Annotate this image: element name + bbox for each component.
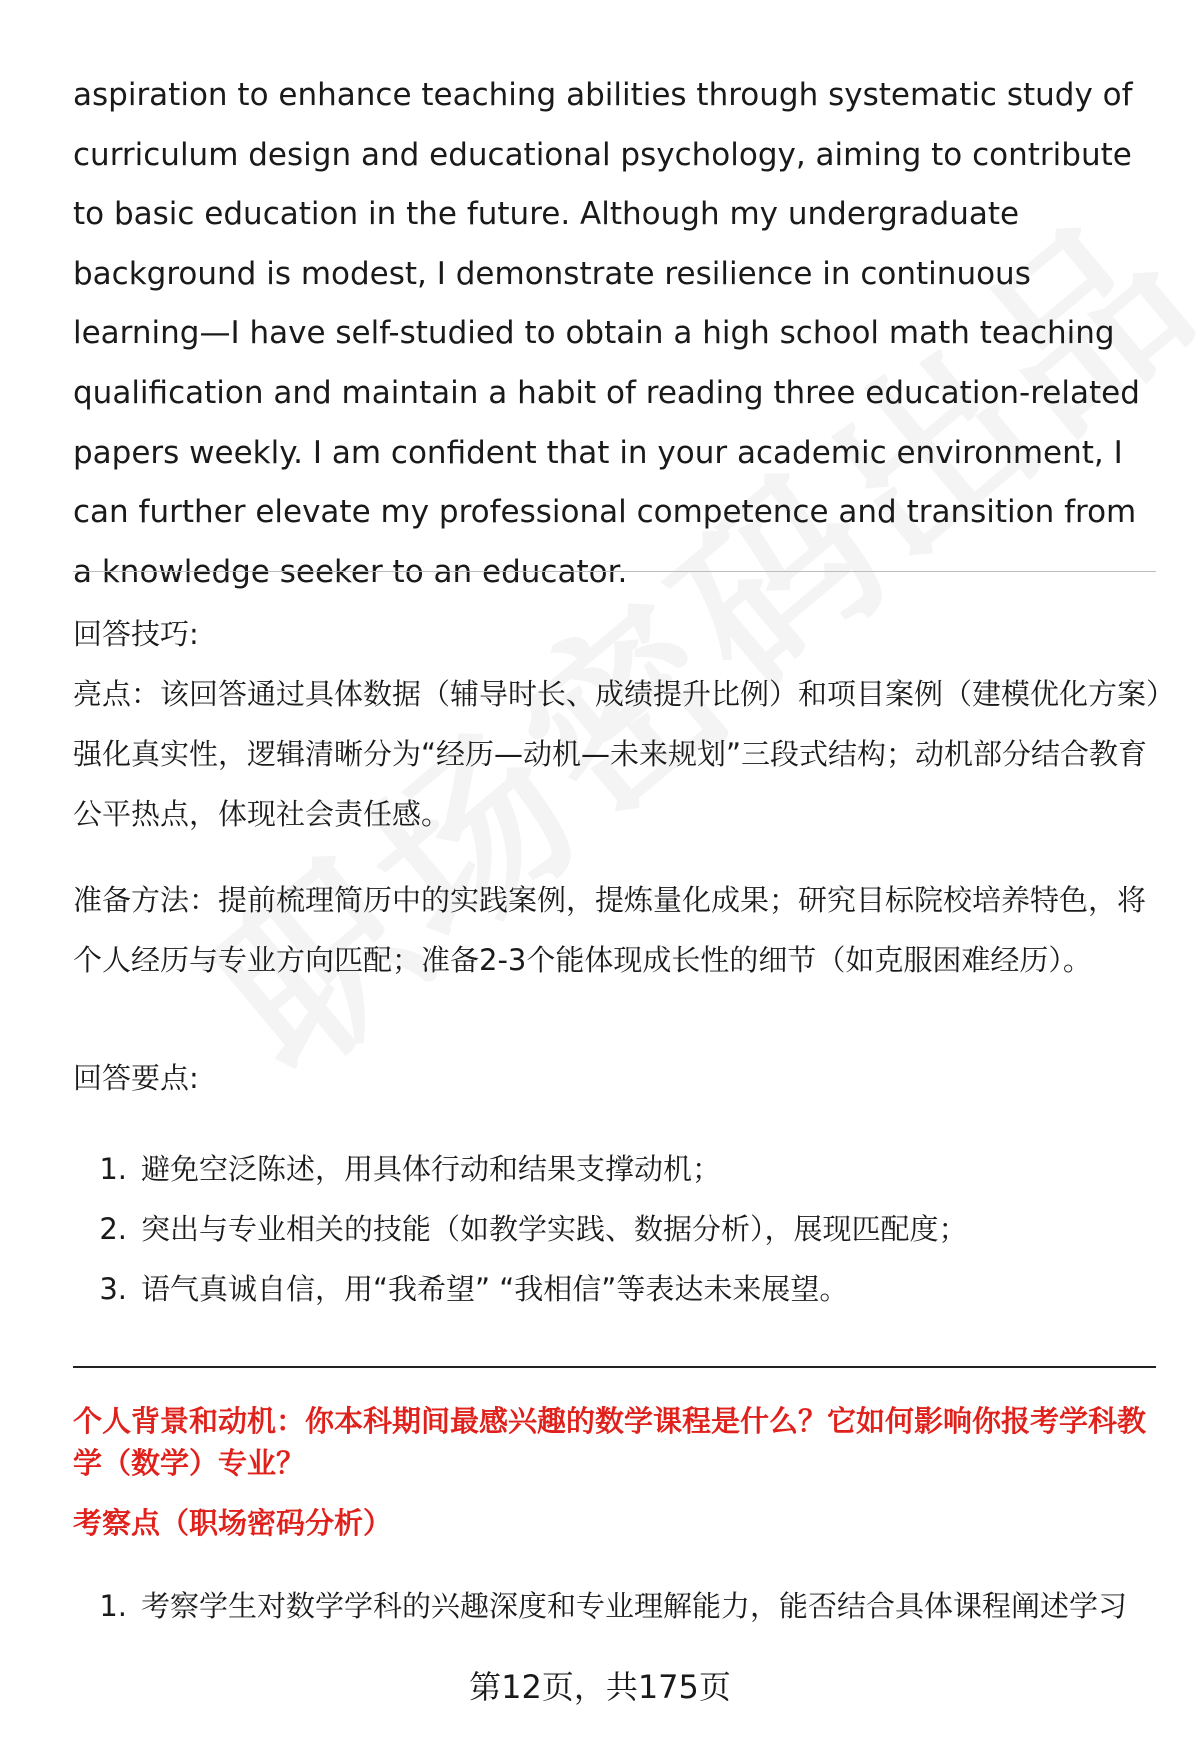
key-points-heading: 回答要点:	[73, 1061, 199, 1095]
essay-paragraph: aspiration to enhance teaching abilities through systematic study of curriculum design and educational psychology, aiming to contribute to basic education in the future. Although my undergraduate background is modest, I demonstrate resilience in continuous learning—I have self-studied to obtain a high school math teaching qualification and maintain a habit of reading three education-related papers weekly. I am confident that in your academic environment, I can further elevate my professional competence and transition from a knowledge seeker to an educator.	[73, 77, 1140, 590]
tips-preparation: 准备方法：提前梳理简历中的实践案例，提炼量化成果；研究目标院校培养特色，将个人经历与专业方向匹配；准备2-3个能体现成长性的细节（如克服困难经历）。	[73, 883, 1147, 977]
list-text: 语气真诚自信，用“我希望” “我相信”等表达未来展望。	[141, 1272, 849, 1306]
section-divider	[73, 1366, 1156, 1368]
list-item	[73, 1139, 1163, 1199]
key-points-list	[73, 1139, 1163, 1319]
list-text: 考察学生对数学学科的兴趣深度和专业理解能力，能否结合具体课程阐述学习	[141, 1589, 1128, 1623]
list-text: 避免空泛陈述，用具体行动和结果支撑动机；	[141, 1152, 722, 1186]
list-item	[73, 1576, 1163, 1636]
tips-highlight: 亮点：该回答通过具体数据（辅导时长、成绩提升比例）和项目案例（建模优化方案）强化真实性，逻辑清晰分为“经历—动机—未来规划”三段式结构；动机部分结合教育公平热点，体现社会责任感。	[73, 677, 1161, 831]
tips-heading: 回答技巧:	[73, 617, 199, 651]
list-text: 突出与专业相关的技能（如教学实践、数据分析），展现匹配度；	[141, 1212, 968, 1246]
list-number: 2.	[99, 1212, 127, 1246]
question-title: 个人背景和动机：你本科期间最感兴趣的数学课程是什么？它如何影响你报考学科教学（数学）专业？	[73, 1404, 1147, 1480]
analysis-points-list	[73, 1576, 1163, 1636]
list-number: 1.	[99, 1152, 127, 1186]
list-item	[73, 1199, 1163, 1259]
page-number: 第12页，共175页	[469, 1668, 731, 1706]
list-number: 1.	[99, 1589, 127, 1623]
divider	[73, 571, 1156, 572]
list-number: 3.	[99, 1272, 127, 1306]
section-heading: 考察点（职场密码分析）	[73, 1506, 393, 1540]
list-item	[73, 1259, 1163, 1319]
